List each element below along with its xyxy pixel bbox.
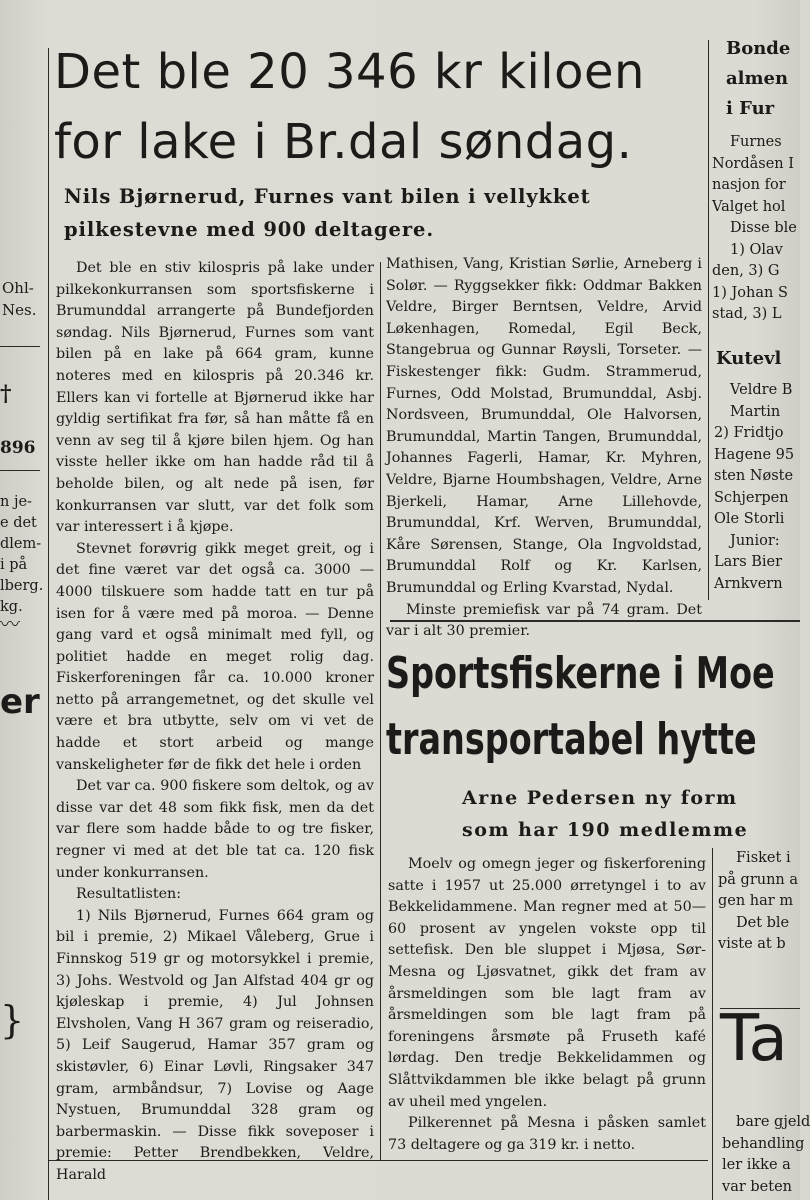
right-fragment-line: Arnkvern bbox=[714, 575, 783, 592]
second-article-column bbox=[388, 854, 706, 1156]
right-fragment-top-headline bbox=[726, 34, 800, 124]
right-fragment-line: Nordåsen I bbox=[712, 155, 794, 172]
left-fragment-line: n je- bbox=[0, 494, 32, 510]
right-fragment-line: behandling bbox=[722, 1135, 805, 1152]
paragraph: Mathisen, Vang, Kristian Sørlie, Arneberg i Solør. — Ryggsekker fikk: Oddmar Bakken Veldre, Birger Berntsen, Veldre, Arvid Løkenhagen, Romedal, Egil Beck, Stangebrua og Gunnar Røysli, Torseter. — Fiskestenger fikk: Gudm. Strammerud, Furnes, Odd Molstad, Brumunddal, Asbj. Nordsveen, Brumunddal, Ole Halvorsen, Brumunddal, Martin Tangen, Brumunddal, Johannes Fagerli, Hamar, Kr. Myhren, Veldre, Bjarne Houmbshagen, Veldre, Arne Bjerkeli, Hamar, Arne Lillehovde, Brumunddal, Krf. Werven, Brumunddal, Kåre Sørensen, Stange, Ola Ingvoldstad, Brumunddal Rolf og Kr. Karlsen, Brumunddal og Erling Kvarstad, Nydal. bbox=[386, 256, 702, 596]
right-fragment-line: på grunn a bbox=[718, 871, 799, 888]
right-fragment-line: 2) Fridtjo bbox=[714, 425, 784, 441]
main-headline-line-1: Det ble 20 346 kr kiloen bbox=[54, 44, 645, 100]
right-fragment-line: Ole Storli bbox=[714, 511, 785, 527]
second-headline-line-2: transportabel hytte bbox=[386, 714, 757, 765]
paragraph: Pilkerennet på Mesna i påsken samlet 73 deltagere og ga 319 kr. i netto. bbox=[388, 1115, 706, 1153]
column-rule-right-bottom bbox=[712, 848, 713, 1200]
right-fragment-line: Hagene 95 bbox=[714, 446, 795, 463]
right-fragment-top-subhead: Kutevl bbox=[716, 348, 782, 369]
right-fragment-line: Valget hol bbox=[712, 198, 786, 215]
right-fragment-line: bare gjeld bbox=[736, 1114, 810, 1130]
left-fragment-line: Nes. bbox=[2, 300, 37, 319]
column-rule-left bbox=[48, 48, 49, 1200]
right-fragment-line: Det ble bbox=[736, 914, 790, 931]
right-fragment-line: Disse ble bbox=[730, 220, 797, 236]
second-subheadline-line-2: som har 190 medlemme bbox=[462, 819, 749, 841]
right-fragment-line: Martin bbox=[730, 403, 781, 420]
paragraph: Moelv og omegn jeger og fiskerforening satte i 1957 ut 25.000 ørretyngel i to av Bekkelidammene. Man regner med at 50—60 prosent av yngelen vokste opp til settefisk. Den ble sluppet i Mjøsa, Sør-Mesna og Ljøsvatnet, gikk det fram av årsmeldingen som ble lagt fram av årsmeldingen som ble lagt fram på foreningens årsmøte på Fruseth kafé lørdag. Den tredje Bekkelidammen og Slåttvikdammen ble ikke belagt på grunn av uheil med yngelen. bbox=[388, 856, 706, 1110]
right-fragment-line: ler ikke a bbox=[722, 1157, 791, 1173]
left-fragment-line: kg. bbox=[0, 599, 23, 615]
left-fragment-line: Ohl- bbox=[2, 279, 34, 297]
left-fragment-line: i på bbox=[0, 557, 28, 573]
main-headline-line-2: for lake i Br.dal søndag. bbox=[54, 114, 633, 170]
column-rule-middle bbox=[380, 262, 381, 1160]
right-fragment-head-line: Bonde bbox=[726, 38, 791, 59]
right-fragment-line: Junior: bbox=[730, 532, 780, 549]
left-fragment-line: dlem- bbox=[0, 536, 42, 552]
second-headline-line-1: Sportsfiskerne i Moe bbox=[386, 648, 775, 699]
right-fragment-line: sten Nøste bbox=[714, 468, 794, 484]
left-fragment-number: 896 bbox=[0, 438, 36, 458]
left-fragment-bracket: } bbox=[0, 998, 25, 1042]
paragraph: Det ble en stiv kilospris på lake under pilkekonkurransen som sportsfiskerne i Brumunddal arrangerte på Bundefjorden søndag. Nils Bjørnerud, Furnes som vant bilen på en lake på 664 gram, kunne noteres med en kilospris på 20.346 kr. Ellers kan vi fortelle at Bjørnerud ikke har gyldig sertifikat fra før, så han måtte få en venn av seg til å kjøre bilen hjem. Og han visste heller ikke om han hadde råd til å beholde bilen, og alt nede på isen, før konkurransen var slutt, var det folk som var interessert i å kjøpe. bbox=[56, 260, 374, 536]
right-fragment-head-line: i Fur bbox=[726, 98, 775, 119]
right-fragment-line: stad, 3) L bbox=[712, 306, 782, 322]
right-fragment-line: 1) Johan S bbox=[712, 284, 788, 301]
right-fragment-line: den, 3) G bbox=[712, 263, 780, 279]
paragraph-label: Resultatlisten: bbox=[76, 886, 182, 903]
paragraph: Stevnet forøvrig gikk meget greit, og i det fine været var det også ca. 3000 —4000 tilskuere som hadde tatt en tur på isen for å være med på moroa. — Denne gang vard et også minimalt med fyll, og politiet hadde en meget rolig dag. Fiskerforeningen får ca. 10.000 kroner netto på arrangemetnet, og det skulle vel være et bra utbytte, selv om vi vet de hadde et stort arbeid og mange vanskeligheter før de fikk det hele i orden bbox=[56, 540, 374, 773]
paragraph: Det var ca. 900 fiskere som deltok, og av disse var det 48 som fikk fisk, men da det var flere som hadde både to og tre fisker, regner vi med at det ble tat ca. 120 fisk under konkurransen. bbox=[56, 778, 374, 881]
right-fragment-head-line: almen bbox=[726, 68, 789, 89]
main-subheadline-line-2: pilkestevne med 900 deltagere. bbox=[64, 218, 435, 241]
left-fragment-rule-2 bbox=[0, 470, 40, 471]
right-fragment-top-text bbox=[712, 132, 800, 326]
left-fragment bbox=[2, 278, 42, 321]
right-fragment-line: Fisket i bbox=[736, 850, 791, 866]
right-fragment-line: Lars Bier bbox=[714, 554, 783, 570]
right-fragment-line: var beten bbox=[722, 1178, 792, 1195]
right-fragment-line: Furnes bbox=[730, 134, 782, 150]
left-fragment-rule bbox=[0, 346, 40, 347]
left-fragment-line: e det bbox=[0, 515, 37, 531]
right-fragment-bottom-text-2 bbox=[722, 1112, 810, 1198]
second-subheadline-line-1: Arne Pedersen ny form bbox=[462, 787, 738, 809]
right-fragment-line: nasjon for bbox=[712, 177, 786, 193]
left-fragment-text bbox=[0, 492, 46, 618]
left-fragment-mark: † bbox=[0, 381, 12, 407]
main-article-column-2 bbox=[386, 254, 702, 643]
column-rule-right-top bbox=[708, 40, 709, 600]
right-fragment-line: Schjerpen bbox=[714, 489, 789, 506]
paragraph: 1) Nils Bjørnerud, Furnes 664 gram og bil i premie, 2) Mikael Våleberg, Grue i Finnskog 519 gr og motorsykkel i premie, 3) Johs. Westvold og Jan Alfstad 404 gr og kjøleskap i premie, 4) Jul Johnsen Elvsholen, Vang H 367 gram og reiseradio, 5) Leif Saugerud, Hamar 357 gram og skistøvler, 6) Einar Løvli, Ringsaker 347 gram, armbåndsur, 7) Lovise og Aage Nystuen, Brumunddal 328 gram og barbermaskin. — Disse fikk soveposer i premie: Petter Brendbekken, Veldre, Harald bbox=[56, 907, 374, 1183]
right-fragment-big-letters: Ta bbox=[720, 1002, 788, 1076]
left-fragment-line: lberg. bbox=[0, 578, 44, 594]
right-fragment-line: Veldre B bbox=[730, 382, 793, 398]
right-fragment-bottom-text bbox=[718, 848, 800, 956]
right-fragment-line: 1) Olav bbox=[730, 241, 783, 258]
paragraph: Minste premiefisk var på 74 gram. Det var i alt 30 premier. bbox=[386, 601, 702, 640]
left-fragment-headline: er bbox=[0, 682, 40, 722]
main-subheadline-line-1: Nils Bjørnerud, Furnes vant bilen i vellykket bbox=[64, 185, 591, 208]
main-article-column-1 bbox=[56, 258, 374, 1187]
right-fragment-top-text-2 bbox=[714, 380, 800, 595]
left-fragment-ornament: 〰 bbox=[0, 612, 20, 636]
right-fragment-line: viste at b bbox=[718, 936, 786, 952]
right-fragment-line: gen har m bbox=[718, 893, 794, 909]
